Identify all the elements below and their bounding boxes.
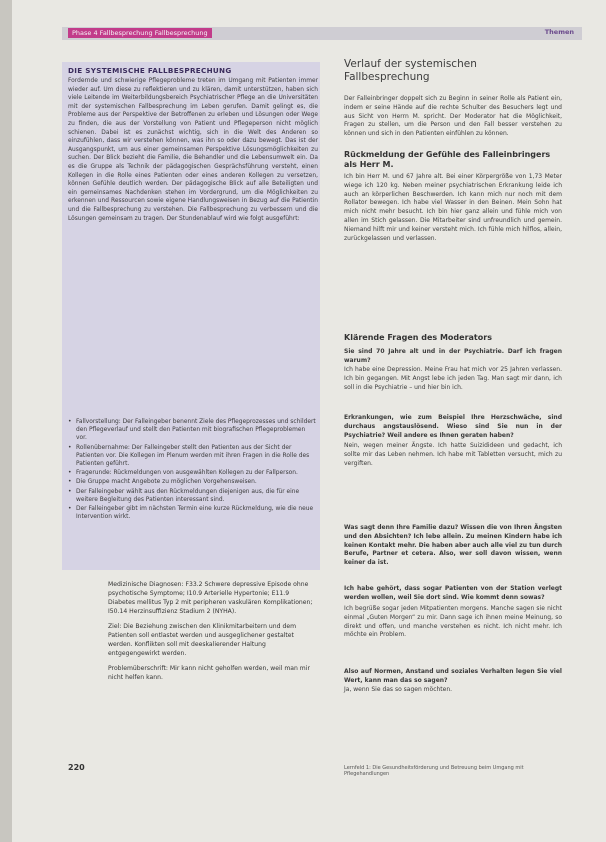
step-item: • Der Falleingeber gibt im nächsten Termin eine kurze Rückmeldung, wie die neue Intervention wirkt. (68, 505, 316, 521)
section-title: Verlauf der systemischen Fallbesprechung (344, 58, 477, 83)
problem-text: Problemüberschrift: Mir kann nicht geholfen werden, weil man mir nicht helfen kann. (108, 665, 310, 681)
step-item: • Fragerunde: Rückmeldungen von ausgewählten Kollegen zu der Fallperson. (68, 469, 316, 477)
diagnosis-text: Medizinische Diagnosen: F33.2 Schwere depressive Episode ohne psychotische Symptome; I10.9 Arterielle Hypertonie; E11.9 Diabetes mellitus Typ 2 mit peripheren vaskulären Komplikationen; I50.14 Herzinsuffizienz Stadium 2 (NYHA). (108, 581, 313, 615)
theme-label: Themen (544, 28, 574, 36)
right-intro: Der Falleinbringer doppelt sich zu Beginn in seiner Rolle als Patient ein, indem er seine Hände auf die rechte Schulter des Besuchers legt und aus Sicht von Herrn M. spricht. Der Moderator hat die Möglichkeit, Fragen zu stellen, um die Person und den Fall besser verstehen zu können und sich in den Patienten einfühlen zu können. (344, 95, 562, 138)
answer-5: Ja, wenn Sie das so sagen möchten. (344, 686, 453, 693)
info-box-closing: Der Stundenablauf wird wie folgt ausgeführt: (166, 215, 300, 222)
question-3: Was sagt denn Ihre Familie dazu? Wissen die von Ihren Ängsten und den Absichten? Ich lebe allein. Zu meinen Kindern habe ich keinen Kontakt mehr. Die haben aber auch alle viel zu tun durch Berufe, Partner et cetera. Also, wer soll davon wissen, wenn keiner da ist. (344, 524, 562, 567)
question-5: Also auf Normen, Anstand und soziales Verhalten legen Sie viel Wert, kann man das so sagen? (344, 668, 562, 684)
chapter-header-bar (62, 27, 582, 40)
question-1: Sie sind 70 Jahre alt und in der Psychiatrie. Darf ich fragen warum? (344, 348, 562, 364)
info-box-intro (68, 77, 318, 223)
step-item: • Fallvorstellung: Der Falleingeber benennt Ziele des Pflegeprozesses und schildert den Pflegeverlauf und stellt den Patienten mit biografischen Pflegeproblemen vor. (68, 418, 316, 443)
question-2: Erkrankungen, wie zum Beispiel Ihre Herzschwäche, sind durchaus angstauslösend. Wieso sind Sie nun in der Psychiatrie? Weil andere es Ihnen geraten haben? (344, 414, 562, 439)
goal-text: Ziel: Die Beziehung zwischen den Klinikmitarbeitern und dem Patienten soll entlastet werden und ausgeglichener gestaltet werden. Konflikten soll mit deeskalierender Haltung entgegengewirkt werden. (108, 623, 297, 657)
diagnosis-block (108, 580, 318, 688)
page-number: 220 (68, 763, 85, 772)
heading-feelings: Rückmeldung der Gefühle des Falleinbringers als Herr M. (344, 150, 551, 169)
answer-1: Ich habe eine Depression. Meine Frau hat mich vor 25 Jahren verlassen. Ich bin gegangen. Mit Angst lebe ich jeden Tag. Man sagt mir dann, ich soll in die Psychiatrie – und hier bin ich. (344, 366, 562, 391)
step-item: • Rollenübernahme: Der Falleingeber stellt den Patienten aus der Sicht der Patienten vor. Die Kollegen im Plenum werden mit ihren Fragen in die Rolle des Patienten geführt. (68, 444, 316, 469)
info-box-title: DIE SYSTEMISCHE FALLBESPRECHUNG (68, 66, 232, 75)
answer-2: Nein, wegen meiner Ängste. Ich hatte Suizidideen und gedacht, ich sollte mir das Leben nehmen. Ich habe mit Tabletten versucht, mich zu vergiften. (344, 442, 562, 467)
step-item: • Der Falleingeber wählt aus den Rückmeldungen diejenigen aus, die für eine weitere Begleitung des Patienten interessant sind. (68, 488, 316, 504)
feelings-text: Ich bin Herr M. und 67 Jahre alt. Bei einer Körpergröße von 1,73 Meter wiege ich 120 kg. Neben meiner psychiatrischen Erkrankung leide ich auch an körperlichen Beschwerden. Ich kann mich nur noch mit dem Rollator bewegen. Ich habe viel Wasser in den Beinen. Mein Sohn hat mich nicht mehr besucht. Ich bin hier ganz allein und fühle mich von allen im Stich gelassen. Die Mitarbeiter sind unfreundlich und gemein. Niemand hilft mir und keiner versteht mich. Ich fühle mich hilflos, allein, zurückgelassen und verlassen. (344, 173, 562, 242)
heading-questions: Klärende Fragen des Moderators (344, 333, 492, 342)
question-4: Ich habe gehört, dass sogar Patienten von der Station verlegt werden wollen, weil Sie dort sind. Wie kommt denn sowas? (344, 585, 562, 601)
scan-edge (0, 0, 12, 842)
footer-note: Lernfeld 1: Die Gesundheitsförderung und Betreuung beim Umgang mit Pflegehandlungen (344, 765, 524, 777)
chapter-label: Phase 4 Fallbesprechung Fallbesprechung (68, 28, 212, 38)
info-box-steps (68, 418, 316, 522)
info-box-intro-text: Fordernde und schwierige Pflegeprobleme treten im Umgang mit Patienten immer wieder auf. Um diese zu reflektieren und zu klären, damit unterstützen, haben sich viele Leitende im Weiterbildungsbereich Psychiatrischer Pflege an die Universitäten mit der systemischen Fallbesprechung im Leben gerufen. Damit gelingt es, die Probleme aus der Perspektive der Betroffenen zu erleben und Lösungen oder Wege zu finden, die aus der Vorstellung von Patient und Pflegeperson nicht möglich schienen. Dabei ist es zunächst wichtig, sich in die Welt des Anderen so einzufühlen, dass wir verstehen können, was ihn so oder dazu bewegt. Das ist der Ausgangspunkt, um aus einer gemeinsamen Perspektive Lösungsmöglichkeiten zu suchen. Der Blick bezieht die Familie, die Behandler und die Lebensumwelt ein. Da es die Gruppe als Technik der pädagogischen Gesprächsführung versteht, einen Kollegen in die Rolle eines Patienten oder eines anderen Kollegen zu versetzen, können Gefühle deutlich werden. Der pädagogische Blick auf alle Beteiligten und ein gemeinsames Nachdenken stehen im Vordergrund, um die Möglichkeiten zu erkennen und Ressourcen sowie eigene Handlungsweisen in Bezug auf die Patientin und die Fallbesprechung zu verstehen. Die Fallbesprechung zu verbessern und die Lösungen gemeinsam zu tragen. (68, 78, 318, 222)
answer-4: Ich begrüße sogar jeden Mitpatienten morgens. Manche sagen sie nicht einmal „Guten Morgen“ zu mir. Dann sage ich ihnen meine Meinung, so direkt und offen, und manche verstehen es nicht. Ich nicht mehr. Ich möchte ein Problem. (344, 605, 562, 639)
step-item: • Die Gruppe macht Angebote zu möglichen Vorgehensweisen. (68, 478, 316, 486)
